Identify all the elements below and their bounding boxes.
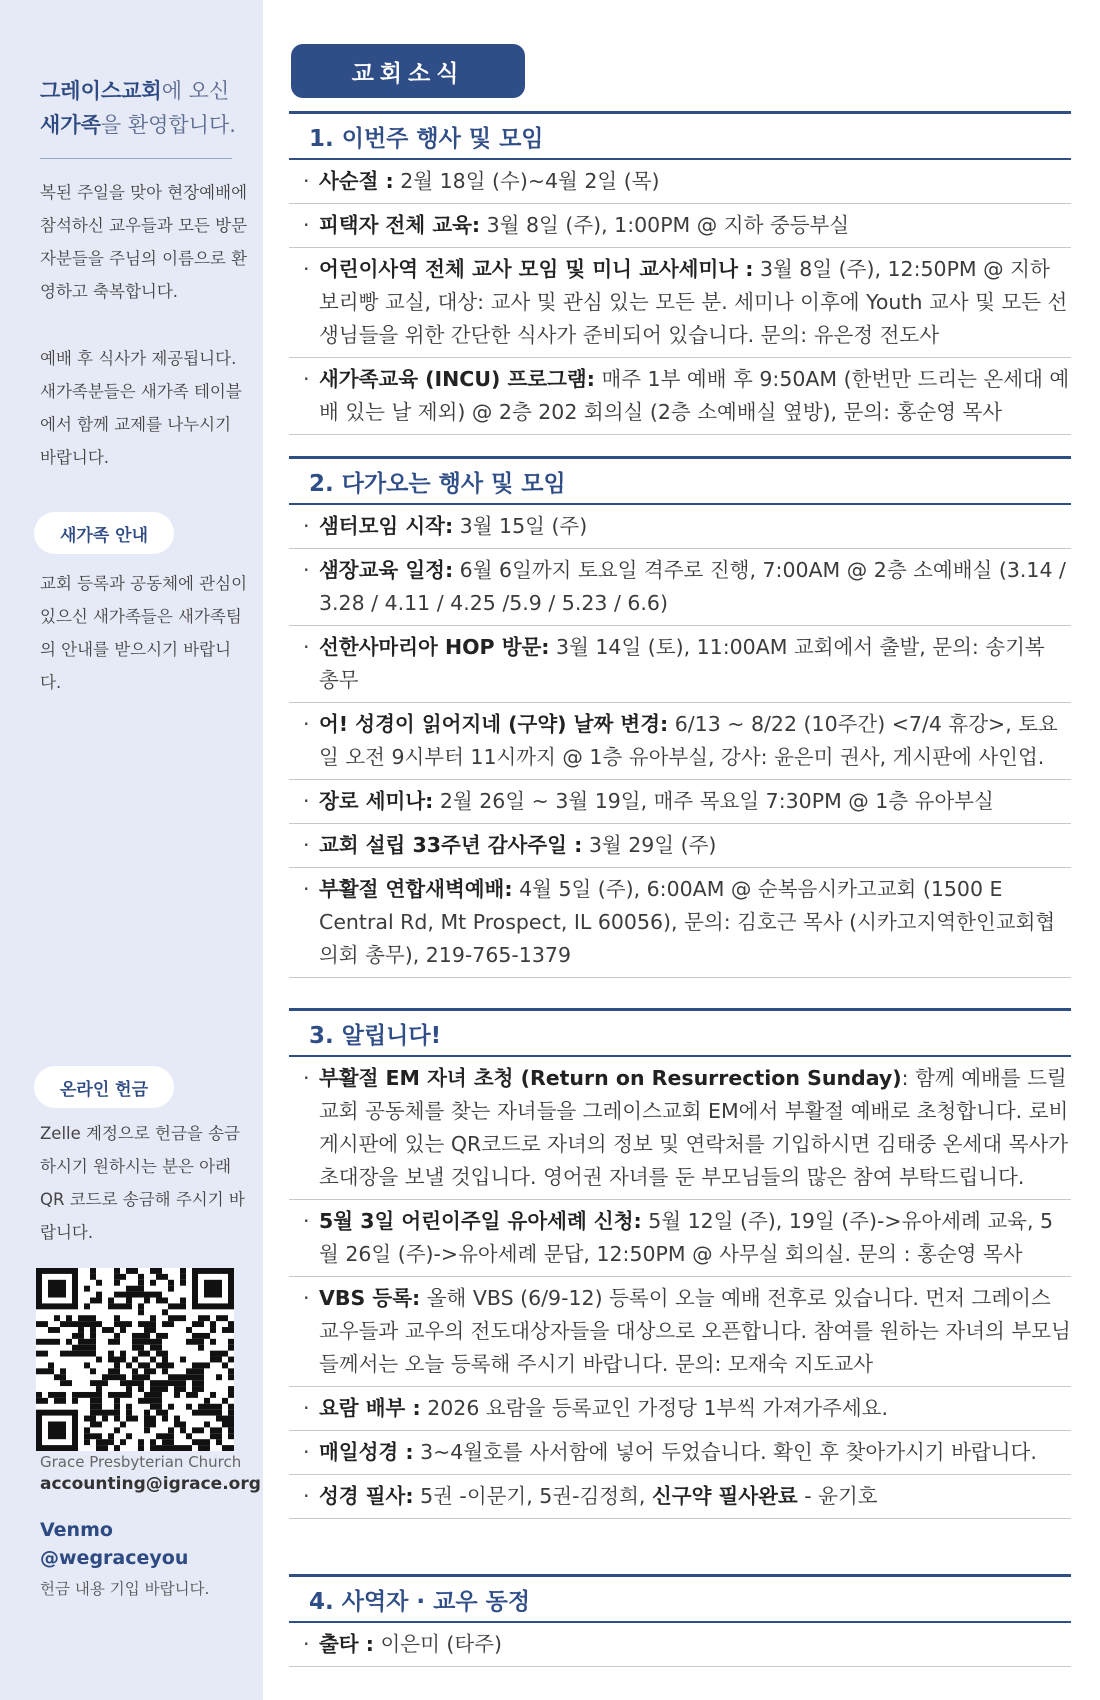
item-text <box>303 253 1071 352</box>
item-label: 샘터모임 시작: <box>319 514 454 538</box>
bullet-icon: · <box>303 1209 310 1233</box>
item-label: 선한사마리아 HOP 방문: <box>319 635 550 659</box>
item-text <box>303 1392 1071 1425</box>
bullet-icon: · <box>303 1066 310 1090</box>
list-item <box>289 703 1071 780</box>
item-detail: 3월 8일 (주), 12:50PM @ 지하 보리빵 교실, 대상: 교사 및 관심 있는 모든 분. 세미나 이후에 Youth 교사 및 모든 선생님들을 위한 간단한 식사가 준비되어 있습니다. 문의: 유은정 전도사 <box>319 257 1068 347</box>
item-label: 교회 설립 33주년 감사주일 : <box>319 833 583 857</box>
qr-email: accounting@igrace.org <box>40 1474 261 1494</box>
bullet-icon: · <box>303 257 310 281</box>
item-label: 5월 3일 어린이주일 유아세례 신청: <box>319 1209 642 1233</box>
venmo-handle: @wegraceyou <box>40 1547 189 1569</box>
welcome-text-1: 에 오신 <box>161 79 230 103</box>
venmo-note: 헌금 내용 기입 바랍니다. <box>40 1580 210 1598</box>
online-offering-text: Zelle 계정으로 헌금을 송금하시기 원하시는 분은 아래 QR 코드로 송금해 주시기 바랍니다. <box>40 1124 245 1242</box>
item-detail-secondary: - 윤기호 <box>797 1484 878 1508</box>
item-text <box>303 165 1071 198</box>
item-label: 출타 : <box>319 1632 374 1656</box>
item-detail: 2월 18일 (수)~4월 2일 (목) <box>393 169 660 193</box>
item-detail: 5권 -이문기, 5권-김정희, <box>413 1484 646 1508</box>
qr-code-icon <box>36 1268 234 1451</box>
item-text <box>303 785 1071 818</box>
list-item <box>289 780 1071 824</box>
bullet-icon: · <box>303 367 310 391</box>
bullet-icon: · <box>303 169 310 193</box>
item-text <box>303 1628 1071 1661</box>
newcomer-guide-pill: 새가족 안내 <box>34 512 174 554</box>
item-text <box>303 1480 1071 1513</box>
item-detail: 3월 29일 (주) <box>582 833 717 857</box>
list-item <box>289 549 1071 626</box>
bullet-icon: · <box>303 789 310 813</box>
item-label-secondary: 신구약 필사완료 <box>651 1484 798 1508</box>
item-text <box>303 363 1071 429</box>
list-item <box>289 248 1071 358</box>
bullet-icon: · <box>303 877 310 901</box>
intro-text: 복된 주일을 맞아 현장예배에 참석하신 교우들과 모든 방문자분들을 주님의 이름으로 환영하고 축복합니다. <box>40 183 248 301</box>
item-label: 피택자 전체 교육: <box>319 213 481 237</box>
new-family-word: 새가족 <box>40 113 101 137</box>
item-detail: 2월 26일 ~ 3월 19일, 매주 목요일 7:30PM @ 1층 유아부실 <box>433 789 994 813</box>
item-label: 매일성경 : <box>319 1440 414 1464</box>
section-1 <box>289 111 1071 435</box>
item-text <box>303 510 1071 543</box>
item-label: VBS 등록: <box>319 1286 421 1310</box>
item-detail: 5월 12일 (주), 19일 (주)->유아세례 교육, 5월 26일 (주)->유아세례 문답, 12:50PM @ 사무실 회의실. 문의 : 홍순영 목사 <box>319 1209 1054 1266</box>
section-title: 1. 이번주 행사 및 모임 <box>289 111 1071 160</box>
item-detail: 3월 8일 (주), 1:00PM @ 지하 중등부실 <box>480 213 850 237</box>
item-label: 성경 필사: <box>319 1484 414 1508</box>
qr-caption: Grace Presbyterian Church <box>40 1453 242 1471</box>
item-detail: 6월 6일까지 토요일 격주로 진행, 7:00AM @ 2층 소예배실 (3.14 / 3.28 / 4.11 / 4.25 /5.9 / 5.23 / 6.6) <box>319 558 1066 615</box>
list-item <box>289 1431 1071 1475</box>
section-title: 2. 다가오는 행사 및 모임 <box>289 456 1071 505</box>
item-text <box>303 708 1071 774</box>
meal-text: 예배 후 식사가 제공됩니다. 새가족분들은 새가족 테이블에서 함께 교제를 나누시기 바랍니다. <box>40 349 242 467</box>
item-detail: 2026 요람을 등록교인 가정당 1부씩 가져가주세요. <box>420 1396 888 1420</box>
item-text <box>303 1282 1071 1381</box>
welcome-heading <box>40 74 240 142</box>
venmo-title: Venmo <box>40 1519 113 1541</box>
item-text <box>303 1205 1071 1271</box>
list-item <box>289 1200 1071 1277</box>
church-news-badge: 교회소식 <box>291 44 525 98</box>
section-3 <box>289 1008 1071 1519</box>
bullet-icon: · <box>303 635 310 659</box>
item-text <box>303 829 1071 862</box>
item-label: 사순절 : <box>319 169 394 193</box>
list-item <box>289 1277 1071 1387</box>
item-label: 어린이사역 전체 교사 모임 및 미니 교사세미나 : <box>319 257 754 281</box>
item-label: 어! 성경이 읽어지네 (구약) 날짜 변경: <box>319 712 669 736</box>
sidebar-divider <box>40 158 232 159</box>
bullet-icon: · <box>303 712 310 736</box>
bullet-icon: · <box>303 213 310 237</box>
newcomer-guide-text: 교회 등록과 공동체에 관심이 있으신 새가족들은 새가족팀의 안내를 받으시기 바랍니다. <box>40 574 248 692</box>
sidebar <box>0 0 263 1700</box>
item-detail: 매주 1부 예배 후 9:50AM (한번만 드리는 온세대 예배 있는 날 제외) @ 2층 202 회의실 (2층 소예배실 옆방), 문의: 홍순영 목사 <box>319 367 1070 424</box>
bullet-icon: · <box>303 558 310 582</box>
item-label: 부활절 연합새벽예배: <box>319 877 513 901</box>
item-label: 새가족교육 (INCU) 프로그램: <box>319 367 595 391</box>
item-text <box>303 554 1071 620</box>
list-item <box>289 824 1071 868</box>
bullet-icon: · <box>303 514 310 538</box>
bullet-icon: · <box>303 1440 310 1464</box>
item-text <box>303 1062 1071 1194</box>
item-detail: 3월 14일 (토), 11:00AM 교회에서 출발, 문의: 송기복 총무 <box>319 635 1045 692</box>
list-item <box>289 204 1071 248</box>
item-label: 요람 배부 : <box>319 1396 421 1420</box>
item-detail: 3~4월호를 사서함에 넣어 두었습니다. 확인 후 찾아가시기 바랍니다. <box>413 1440 1037 1464</box>
bullet-icon: · <box>303 833 310 857</box>
bullet-icon: · <box>303 1632 310 1656</box>
list-item <box>289 505 1071 549</box>
list-item <box>289 1387 1071 1431</box>
list-item <box>289 626 1071 703</box>
bullet-icon: · <box>303 1396 310 1420</box>
item-text <box>303 873 1071 972</box>
list-item <box>289 868 1071 978</box>
list-item <box>289 358 1071 435</box>
bullet-icon: · <box>303 1286 310 1310</box>
list-item <box>289 1623 1071 1667</box>
list-item <box>289 1057 1071 1200</box>
bullet-icon: · <box>303 1484 310 1508</box>
item-text <box>303 631 1071 697</box>
item-label: 부활절 EM 자녀 초청 (Return on Resurrection Sunday) <box>319 1066 902 1090</box>
section-4 <box>289 1574 1071 1667</box>
item-detail: 이은미 (타주) <box>373 1632 502 1656</box>
item-detail: 3월 15일 (주) <box>453 514 588 538</box>
online-offering-pill: 온라인 헌금 <box>34 1066 174 1108</box>
list-item <box>289 160 1071 204</box>
item-text <box>303 1436 1071 1469</box>
item-text <box>303 209 1071 242</box>
item-detail: 6/13 ~ 8/22 (10주간) <7/4 휴강>, 토요일 오전 9시부터 11시까지 @ 1층 유아부실, 강사: 윤은미 권사, 게시판에 사인업. <box>319 712 1058 769</box>
item-detail: 4월 5일 (주), 6:00AM @ 순복음시카고교회 (1500 E Central Rd, Mt Prospect, IL 60056), 문의: 김호근 목사 (시카고지역한인교회협의회 총무), 219-765-1379 <box>319 877 1056 967</box>
item-detail: : 함께 예배를 드릴 교회 공동체를 찾는 자녀들을 그레이스교회 EM에서 부활절 예배로 초청합니다. 로비 게시판에 있는 QR코드로 자녀의 정보 및 연락처를 기입하시면 김태중 온세대 목사가 초대장을 보낼 것입니다. 영어권 자녀를 둔 부모님들의 많은 참여 부탁드립니다. <box>319 1066 1069 1189</box>
item-label: 장로 세미나: <box>319 789 434 813</box>
section-title: 4. 사역자 · 교우 동정 <box>289 1574 1071 1623</box>
section-title: 3. 알립니다! <box>289 1008 1071 1057</box>
item-detail: 올해 VBS (6/9-12) 등록이 오늘 예배 전후로 있습니다. 먼저 그레이스 교우들과 교우의 전도대상자들을 대상으로 오픈합니다. 참여를 원하는 자녀의 부모님들께서는 오늘 등록해 주시기 바랍니다. 문의: 모재숙 지도교사 <box>319 1286 1071 1376</box>
section-2 <box>289 456 1071 978</box>
church-name: 그레이스교회 <box>40 79 162 103</box>
item-label: 샘장교육 일정: <box>319 558 454 582</box>
list-item <box>289 1475 1071 1519</box>
welcome-text-2: 을 환영합니다. <box>100 113 236 137</box>
